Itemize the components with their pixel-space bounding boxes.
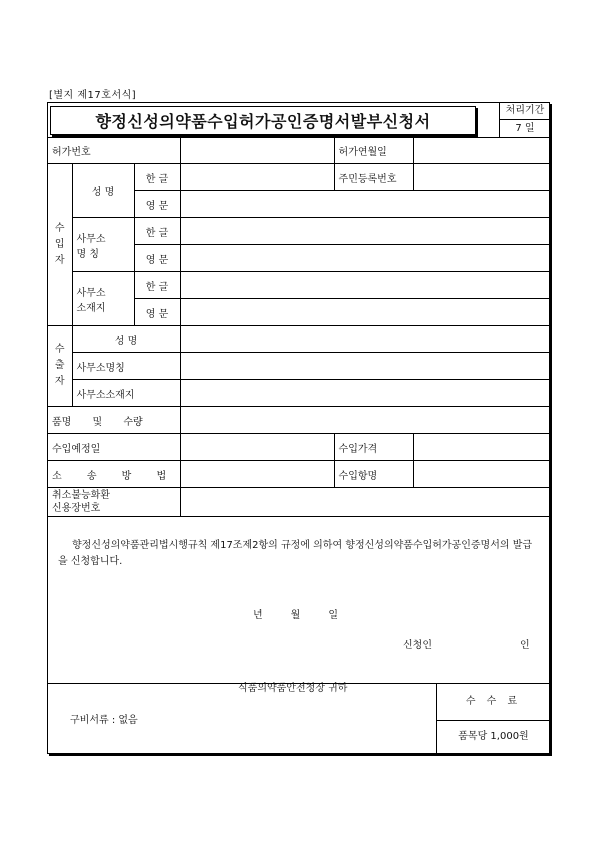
required-documents: 구비서류 : 없음	[70, 715, 138, 726]
exporter-office-address-label: 사무소소재지	[72, 380, 180, 407]
lc-number-field[interactable]	[180, 488, 549, 517]
title-row	[48, 103, 549, 138]
importer-section-label: 수 입 자	[48, 164, 72, 326]
exporter-office-name-label: 사무소명칭	[72, 353, 180, 380]
import-port-field[interactable]	[413, 461, 549, 488]
applicant-line	[403, 636, 530, 651]
importer-name-korean-label: 한 글	[134, 164, 180, 191]
importer-office-name-label: 사무소 명 칭	[72, 218, 134, 272]
import-price-field[interactable]	[413, 434, 549, 461]
importer-name-english-label: 영 문	[134, 191, 180, 218]
importer-office-address-label: 사무소 소재지	[72, 272, 134, 326]
exporter-section-label: 수 출 자	[48, 326, 72, 407]
office-name-english-label: 영 문	[134, 245, 180, 272]
permit-date-field[interactable]	[413, 137, 549, 164]
fee-box	[436, 683, 550, 753]
office-name-korean-label: 한 글	[134, 218, 180, 245]
footer-section	[48, 683, 549, 753]
addressee: 식품의약품안전청장 귀하	[238, 683, 348, 694]
month-label: 월	[290, 610, 301, 621]
processing-period-value: 7 일	[515, 123, 535, 134]
shipping-method-label: 소 송 방 법	[48, 461, 180, 488]
form-title: 향정신성의약품수입허가공인증명서발부신청서	[50, 106, 476, 135]
office-name-korean-field[interactable]	[180, 218, 549, 245]
import-port-label: 수입항명	[334, 461, 413, 488]
office-name-english-field[interactable]	[180, 245, 549, 272]
office-address-english-field[interactable]	[180, 299, 549, 326]
processing-period-label: 처리기간	[500, 103, 550, 120]
permit-number-field[interactable]	[180, 137, 334, 164]
import-price-label: 수입가격	[334, 434, 413, 461]
import-date-label: 수입예정일	[48, 434, 180, 461]
form-number-label: [별지 제17호서식]	[49, 90, 137, 101]
office-address-korean-label: 한 글	[134, 272, 180, 299]
exporter-office-address-field[interactable]	[180, 380, 549, 407]
date-line	[253, 606, 338, 621]
office-address-english-label: 영 문	[134, 299, 180, 326]
exporter-office-name-field[interactable]	[180, 353, 549, 380]
declaration-text: 향정신성의약품관리법시행규칙 제17조제2항의 규정에 의하여 향정신성의약품수입허가공인증명서의 발급을 신청합니다.	[58, 540, 533, 567]
importer-name-korean-field[interactable]	[180, 164, 334, 191]
day-label: 일	[328, 610, 339, 621]
applicant-label: 신청인	[403, 640, 432, 651]
fee-value: 품목당 1,000원	[458, 731, 529, 742]
form-table	[48, 137, 549, 517]
application-form	[47, 102, 550, 754]
seal-label: 인	[519, 640, 530, 651]
resident-number-label: 주민등록번호	[334, 164, 413, 191]
processing-period-box	[499, 103, 550, 137]
import-date-field[interactable]	[180, 434, 334, 461]
fee-label: 수 수 료	[437, 683, 550, 721]
year-label: 년	[253, 610, 263, 621]
resident-number-field[interactable]	[413, 164, 549, 191]
permit-number-label: 허가번호	[48, 137, 180, 164]
exporter-name-label: 성 명	[72, 326, 180, 353]
item-quantity-label: 품명 및 수량	[48, 407, 180, 434]
permit-date-label: 허가연월일	[334, 137, 413, 164]
lc-number-label: 취소불능화환 신용장번호	[48, 488, 180, 517]
office-address-korean-field[interactable]	[180, 272, 549, 299]
item-quantity-field[interactable]	[180, 407, 549, 434]
shipping-method-field[interactable]	[180, 461, 334, 488]
importer-name-english-field[interactable]	[180, 191, 549, 218]
exporter-name-field[interactable]	[180, 326, 549, 353]
declaration-section	[48, 524, 549, 694]
importer-name-label: 성 명	[72, 164, 134, 218]
